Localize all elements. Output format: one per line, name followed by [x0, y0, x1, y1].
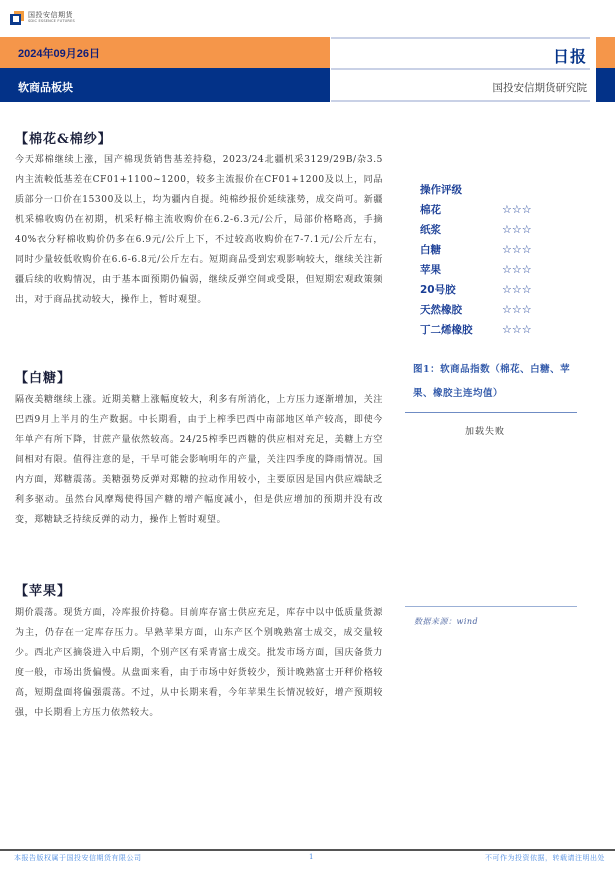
rating-item-name: 丁二烯橡胶 [420, 324, 473, 336]
star-rating-icon: ☆☆☆ [502, 243, 532, 256]
star-rating-icon: ☆☆☆ [502, 263, 532, 276]
figure-load-failed-text: 加载失败 [465, 427, 506, 437]
report-date: 2024年09月26日 [18, 48, 100, 60]
figure-top-rule [405, 412, 577, 413]
logo-mark-icon [10, 11, 24, 25]
rating-item-name: 棉花 [420, 204, 441, 216]
logo-name-en: SDIC ESSENCE FUTURES [28, 19, 75, 24]
operation-rating-panel [420, 180, 570, 340]
page-number: 1 [309, 853, 314, 861]
footer-divider [0, 849, 615, 851]
rating-item-name: 天然橡胶 [420, 304, 462, 316]
star-rating-icon: ☆☆☆ [502, 303, 532, 316]
figure-bottom-rule [405, 606, 577, 607]
rating-item-name: 纸浆 [420, 224, 441, 236]
institute-name: 国投安信期货研究院 [492, 82, 587, 94]
header-right-blue-strip [596, 68, 615, 102]
rating-item-name: 苹果 [420, 264, 441, 276]
rating-row [420, 320, 570, 340]
section-body-apple: 期价震荡。现货方面，冷库报价持稳。目前库存富士供应充足，库存中以中低质量货源为主，仍存在一定库存压力。早熟苹果方面，山东产区个别晚熟富士成交，成交量较少。西北产区摘袋进入中后期，个别产区有采青富士成交。批发市场方面，国庆备货力度一般，市场出货偏慢。从盘面来看，由于市场中好货较少，预计晚熟富士开秤价格较高，短期盘面将偏强震荡。不过，从中长期来看，今年苹果生长情况较好，增产预期较强，中长期看上方压力依然较大。 [15, 608, 383, 718]
footer-disclaimer: 不可作为投资依据，转载请注明出处 [485, 854, 605, 862]
section-title-apple: 【苹果】 [15, 584, 72, 599]
logo-name-cn: 国投安信期货 [28, 11, 73, 20]
rating-row [420, 280, 570, 300]
header-right-orange-strip [596, 37, 615, 68]
rating-item-name: 白糖 [420, 244, 441, 256]
section-body-sugar: 隔夜美糖继续上涨。近期美糖上涨幅度较大，利多有所消化，上方压力逐渐增加，关注巴西9月上半月的生产数据。中长期看，由于上榨季巴西中南部地区单产较高，即使今年单产有所下降，甘蔗产量依然较高。24/25榨季巴西糖的供应相对充足，美糖上方空间相对有限。值得注意的是，干旱可能会影响明年的产量，关注四季度的降雨情况。国内方面，郑糖震荡。美糖强势反弹对郑糖的拉动作用较小，主要原因是国内供应端缺乏利多驱动。虽然台风摩羯使得国产糖的增产幅度减小，但是供应增加的预期并没有改变，郑糖缺乏持续反弹的动力，操作上暂时观望。 [15, 395, 383, 525]
figure-caption: 图1：软商品指数（棉花、白糖、苹果、橡胶主连均值） [413, 364, 571, 399]
rating-title: 操作评级 [420, 184, 462, 196]
header-divider-mid [331, 68, 590, 70]
rating-row [420, 220, 570, 240]
rating-row [420, 240, 570, 260]
star-rating-icon: ☆☆☆ [502, 283, 532, 296]
footer-copyright: 本报告版权属于国投安信期货有限公司 [14, 854, 142, 862]
company-logo [10, 8, 75, 28]
section-title-sugar: 【白糖】 [15, 371, 72, 386]
rating-item-name: 20号胶 [420, 284, 456, 296]
star-rating-icon: ☆☆☆ [502, 203, 532, 216]
section-body-cotton: 今天郑棉继续上涨，国产棉现货销售基差持稳，2023/24北疆机采3129/29B/杂3.5内主流較低基差在CF01+1100~1200，较多主流报价在CF01+1200及以上，同品质部分一口价在15300及以上，均为疆内自提。纯棉纱报价延续涨势，成交尚可。新疆机采棉收购仍在初期，机采籽棉主流收购价在6.2-6.3元/公斤，局部价格略高，手摘40%衣分籽棉收购价仍多在6.9元/公斤上下，不过较高收购价在7-7.1元/公斤左右，同时少量较低收购价在6.6-6.8元/公斤左右。短期商品受到宏观影响较大，继续关注新疆后续的收购情况，由于基本面预期仍偏弱，继续反弹空间或受限，但短期宏观政策频出，对于商品扰动较大，操作上，暂时观望。 [15, 155, 383, 305]
header-divider-top [331, 37, 590, 39]
rating-row [420, 300, 570, 320]
figure-data-source: 数据来源：wind [414, 617, 479, 626]
star-rating-icon: ☆☆☆ [502, 223, 532, 236]
report-sector: 软商品板块 [18, 82, 73, 94]
rating-row [420, 260, 570, 280]
star-rating-icon: ☆☆☆ [502, 323, 532, 336]
header-divider-bottom [331, 100, 590, 102]
rating-row [420, 200, 570, 220]
report-type-title: 日报 [552, 49, 587, 66]
section-title-cotton: 【棉花&棉纱】 [15, 132, 112, 147]
